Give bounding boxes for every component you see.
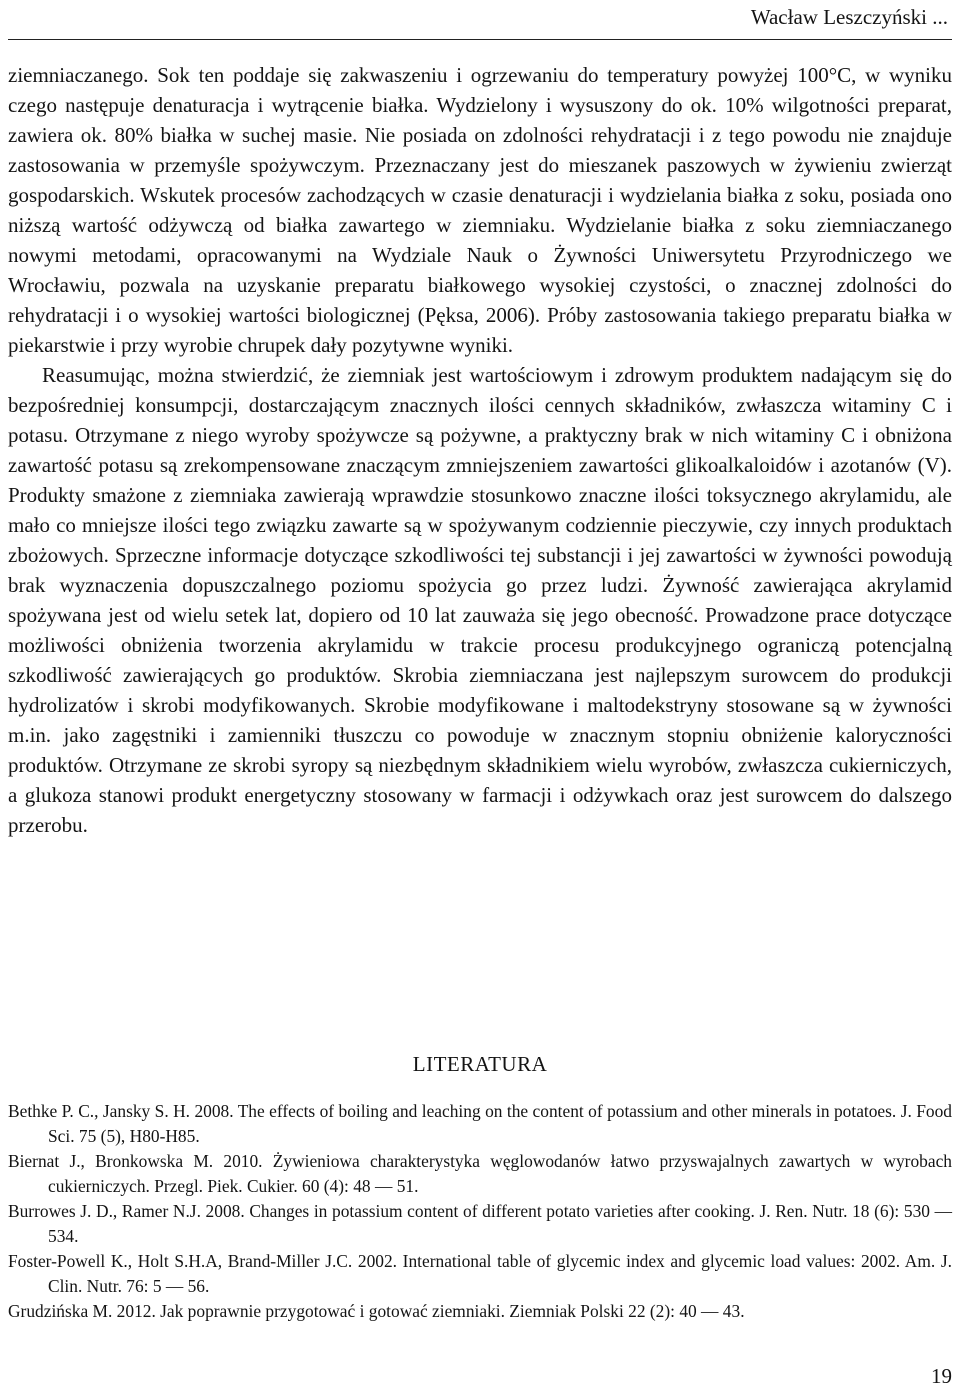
page-number: 19 [931, 1364, 952, 1388]
body-paragraph-1: ziemniaczanego. Sok ten poddaje się zakwaszeniu i ogrzewaniu do temperatury powyżej 100°C, w wyniku czego następuje denaturacja i wytrącenie białka. Wydzielony i wysuszony do ok. 10% wilgotności preparat, zawiera ok. 80% białka w suchej masie. Nie posiada on zdolności rehydratacji i z tego powodu nie znajduje zastosowania w przemyśle spożywczym. Przeznaczany jest do mieszanek paszowych w żywieniu zwierząt gospodarskich. Wskutek procesów zachodzących w czasie denaturacji i wydzielania białka z soku, posiada ono niższą wartość odżywczą od białka zawartego w ziemniaku. Wydzielanie białka z soku ziemniaczanego nowymi metodami, opracowanymi na Wydziale Nauk o Żywności Uniwersytetu Przyrodniczego we Wrocławiu, pozwala na uzyskanie preparatu białkowego wysokiej czystości, o znacznej zdolności do rehydratacji i o wysokiej wartości biologicznej (Pęksa, 2006). Próby zastosowania takiego preparatu białka w piekarstwie i przy wyrobie chrupek dały pozytywne wyniki. [8, 63, 952, 357]
reference-list [8, 1099, 952, 1324]
header-rule [8, 39, 952, 40]
reference-item: Grudzińska M. 2012. Jak poprawnie przygotować i gotować ziemniaki. Ziemniak Polski 22 (2): 40 — 43. [8, 1301, 745, 1321]
reference-item: Foster-Powell K., Holt S.H.A, Brand-Miller J.C. 2002. International table of glycemic index and glycemic load values: 2002. Am. J. Clin. Nutr. 76: 5 — 56. [8, 1251, 952, 1296]
running-header: Wacław Leszczyński ... [750, 5, 948, 29]
main-text [8, 60, 952, 840]
reference-item: Bethke P. C., Jansky S. H. 2008. The effects of boiling and leaching on the content of potassium and other minerals in potatoes. J. Food Sci. 75 (5), H80-H85. [8, 1101, 952, 1146]
body-paragraph-2: Reasumując, można stwierdzić, że ziemniak jest wartościowym i zdrowym produktem nadającym się do bezpośredniej konsumpcji, dostarczającym znacznych ilości cennych składników, zwłaszcza witaminy C i potasu. Otrzymane z niego wyroby spożywcze są pożywne, a praktyczny brak w nich witaminy C i obniżona zawartość potasu są zrekompensowane znaczącym zmniejszeniem zawartości glikoalkaloidów i azotanów (V). Produkty smażone z ziemniaka zawierają wprawdzie stosunkowo znaczne ilości toksycznego akrylamidu, ale mało co mniejsze ilości tego związku zawarte są w spożywanym codziennie pieczywie, czy innych produktach zbożowych. Sprzeczne informacje dotyczące szkodliwości tej substancji i jej zawartości w żywności powodują brak wyznaczenia dopuszczalnego poziomu spożycia go przez ludzi. Żywność zawierająca akrylamid spożywana jest od wielu setek lat, dopiero od 10 lat zauważa się jego obecność. Prowadzone prace dotyczące możliwości obniżenia tworzenia akrylamidu w trakcie procesu produkcyjnego ograniczą potencjalną szkodliwość zawierających go produktów. Skrobia ziemniaczana jest najlepszym surowcem do produkcji hydrolizatów i skrobi modyfikowanych. Skrobie modyfikowane i maltodekstryny stosowane są w żywności m.in. jako zagęstniki i zamienniki tłuszczu co powoduje w znacznym stopniu obniżenie kaloryczności produktów. Otrzymane ze skrobi syropy są niezbędnym składnikiem wielu wyrobów, zwłaszcza cukierniczych, a glukoza stanowi produkt energetyczny stosowany w farmacji i odżywkach oraz jest surowcem do dalszego przerobu. [8, 363, 952, 837]
document-page [8, 0, 952, 1390]
literature-heading: LITERATURA [412, 1052, 548, 1076]
reference-item: Burrowes J. D., Ramer N.J. 2008. Changes in potassium content of different potato varieties after cooking. J. Ren. Nutr. 18 (6): 530 — 534. [8, 1201, 952, 1246]
reference-item: Biernat J., Bronkowska M. 2010. Żywieniowa charakterystyka węglowodanów łatwo przyswajalnych zawartych w wyrobach cukierniczych. Przegl. Piek. Cukier. 60 (4): 48 — 51. [8, 1151, 952, 1196]
